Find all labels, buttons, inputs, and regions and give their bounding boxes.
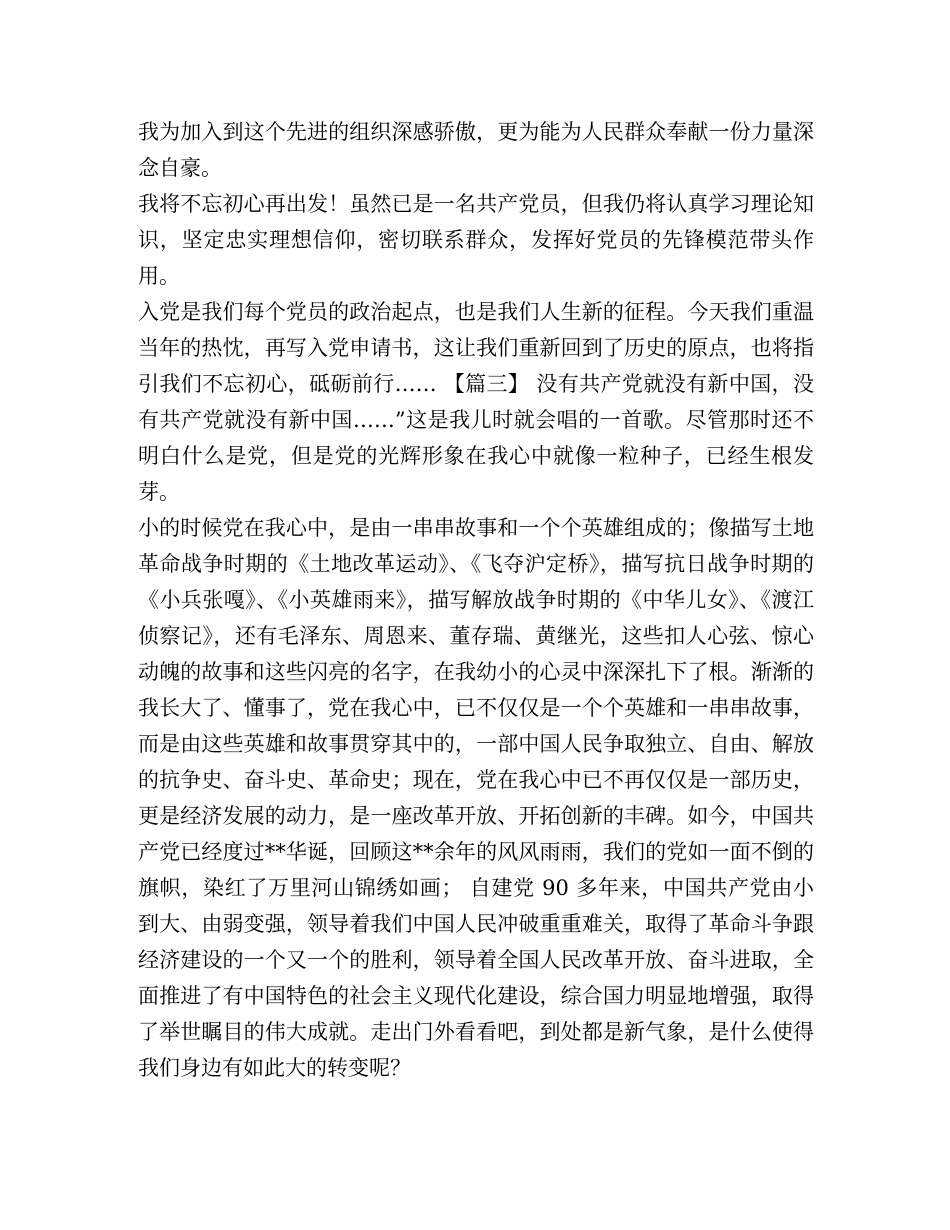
paragraph-2: 我将不忘初心再出发！虽然已是一名共产党员，但我仍将认真学习理论知识，坚定忠实理想信仰，密切联系群众，发挥好党员的先锋模范带头作用。 <box>138 192 814 288</box>
paragraph-4: 小的时候党在我心中，是由一串串故事和一个个英雄组成的；像描写土地革命战争时期的《土地改革运动》、《飞夺沪定桥》，描写抗日战争时期的《小兵张嘎》、《小英雄雨来》，描写解放战争时期的《中华儿女》、《渡江侦察记》，还有毛泽东、周恩来、董存瑞、黄继光，这些扣人心弦、惊心动魄的故事和这些闪亮的名字，在我幼小的心灵中深深扎下了根。渐渐的我长大了、懂事了，党在我心中，已不仅仅是一个个英雄和一串串故事，而是由这些英雄和故事贯穿其中的，一部中国人民争取独立、自由、解放的抗争史、奋斗史、革命史；现在，党在我心中已不再仅仅是一部历史，更是经济发展的动力，是一座改革开放、开拓创新的丰碑。如今，中国共产党已经度过**华诞，回顾这**余年的风风雨雨，我们的党如一面不倒的旗帜，染红了万里河山锦绣如画； 自建党 90 多年来，中国共产党由小到大、由弱变强，领导着我们中国人民冲破重重难关，取得了革命斗争跟经济建设的一个又一个的胜利，领导着全国人民改革开放、奋斗进取，全面推进了有中国特色的社会主义现代化建设，综合国力明显地增强，取得了举世瞩目的伟大成就。走出门外看看吧，到处都是新气象，是什么使得我们身边有如此大的转变呢？ <box>138 516 814 1080</box>
paragraph-1: 我为加入到这个先进的组织深感骄傲，更为能为人民群众奉献一份力量深念自豪。 <box>138 120 814 180</box>
paragraph-3: 入党是我们每个党员的政治起点，也是我们人生新的征程。今天我们重温当年的热忱，再写入党申请书，这让我们重新回到了历史的原点，也将指引我们不忘初心，砥砺前行…… 【篇三】 没有共产党就没有新中国，没有共产党就没有新中国……”这是我儿时就会唱的一首歌。尽管那时还不明白什么是党，但是党的光辉形象在我心中就像一粒种子，已经生根发芽。 <box>138 300 814 504</box>
document-page <box>138 114 814 1086</box>
